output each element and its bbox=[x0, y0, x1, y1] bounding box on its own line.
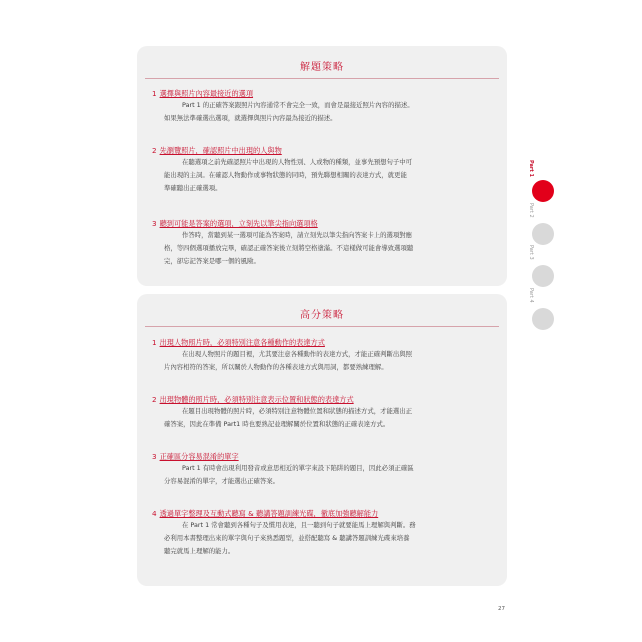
strategy-item-1 bbox=[152, 89, 492, 125]
strategy-body-line: 分容易混淆的單字，才能選出正確答案。 bbox=[164, 477, 280, 485]
page-number: 27 bbox=[498, 606, 505, 612]
strategy-heading-text: 聽到可能是答案的選項，立刻先以筆尖指向選項格 bbox=[159, 219, 318, 228]
strategy-body-line: 確答案，因此在準備 Part1 時也要熟記並理解關於位置和狀態的正確表達方式。 bbox=[164, 420, 390, 428]
strategy-number: 1 bbox=[152, 338, 157, 347]
strategy-heading bbox=[152, 338, 492, 348]
card-divider bbox=[145, 78, 499, 79]
strategy-heading-text: 選擇與照片內容最接近的選項 bbox=[159, 89, 254, 98]
strategy-body-line: 準確聽出正確選項。 bbox=[164, 184, 222, 192]
strategy-body-line: 在 Part 1 常會聽到各種句子及慣用表達，且一聽到句子就要能馬上理解與判斷。務 bbox=[182, 521, 416, 529]
strategy-heading-text: 出現物體的照片時，必須特別注意表示位置和狀態的表達方式 bbox=[159, 395, 354, 404]
strategy-body-line: 如果無法準確選出選項，就選擇與照片內容最為接近的描述。 bbox=[164, 114, 337, 122]
strategy-heading-text: 出現人物照片時，必須特別注意各種動作的表達方式 bbox=[159, 338, 325, 347]
card-divider bbox=[145, 326, 499, 327]
part-indicator-dot bbox=[532, 265, 554, 287]
strategy-heading bbox=[152, 395, 492, 405]
strategy-number: 3 bbox=[152, 219, 157, 228]
strategy-heading bbox=[152, 452, 492, 462]
strategy-body-line: 能出現的主詞。在確認人物動作或事物狀態的同時，預先聯想相關的表達方式，就更能 bbox=[164, 171, 407, 179]
strategy-body-line: 聽完就馬上理解的能力。 bbox=[164, 547, 235, 555]
part-indicator-dot bbox=[532, 180, 554, 202]
part-tab-label: Part 1 bbox=[528, 160, 534, 177]
card-title: 解題策略 bbox=[300, 62, 344, 73]
part-indicator-dot bbox=[532, 308, 554, 330]
high-score-item-2 bbox=[152, 395, 492, 431]
strategy-body-line: 格，等四個選項播放完畢，確認正確答案後立刻將空格塗滿。不這樣做可能會導致選項聽 bbox=[164, 244, 414, 252]
strategy-number: 2 bbox=[152, 395, 157, 404]
strategy-number: 4 bbox=[152, 509, 157, 518]
strategy-body-line: 片內容相符的答案，所以關於人物動作的各種表達方式與用詞，都要熟練理解。 bbox=[164, 363, 388, 371]
strategy-body-line: Part 1 的正確答案跟照片內容通常不會完全一致，而會是最接近照片內容的描述。 bbox=[182, 101, 414, 109]
strategy-heading-text: 透過單字整理及互動式聽寫 & 聽講答題訓練光碟，徹底加強聽解能力 bbox=[159, 509, 379, 518]
strategy-heading bbox=[152, 509, 492, 519]
strategy-body-line: Part 1 有時會出現利用發音或意思相近的單字來設下陷阱的題目，因此必須正確區 bbox=[182, 464, 414, 472]
part-tab-label: Part 4 bbox=[528, 288, 534, 303]
high-score-item-3 bbox=[152, 452, 492, 488]
strategy-heading bbox=[152, 89, 492, 99]
part-indicator-dot bbox=[532, 223, 554, 245]
strategy-item-3 bbox=[152, 219, 492, 268]
strategy-heading-text: 正確區分容易混淆的單字 bbox=[159, 452, 239, 461]
strategy-number: 2 bbox=[152, 146, 157, 155]
card-title: 高分策略 bbox=[300, 310, 344, 321]
strategy-heading-text: 先瀏覽照片，確認照片中出現的人與物 bbox=[159, 146, 282, 155]
strategy-item-2 bbox=[152, 146, 492, 195]
high-score-item-1 bbox=[152, 338, 492, 374]
strategy-heading bbox=[152, 146, 492, 156]
strategy-heading bbox=[152, 219, 492, 229]
strategy-body-line: 在聽選項之前先確認照片中出現的人物性別、人或物的種類，並事先預想句子中可 bbox=[182, 158, 413, 166]
strategy-body-line: 在出現人物照片的題目裡，尤其要注意各種動作的表達方式，才能正確判斷出與照 bbox=[182, 350, 413, 358]
strategy-number: 3 bbox=[152, 452, 157, 461]
part-tab-label: Part 3 bbox=[528, 245, 534, 260]
strategy-body-line: 完，卻忘記答案是哪一個的風險。 bbox=[164, 257, 260, 265]
strategy-body-line: 作答時，當聽到某一選項可能為答案時，請立刻先以筆尖指向答案卡上的選項對應 bbox=[182, 231, 413, 239]
high-score-item-4 bbox=[152, 509, 492, 558]
part-tab-label: Part 2 bbox=[528, 203, 534, 218]
strategy-number: 1 bbox=[152, 89, 157, 98]
strategy-body-line: 在題目出現物體的照片時，必須特別注意物體位置和狀態的描述方式，才能選出正 bbox=[182, 407, 413, 415]
strategy-body-line: 必利用本書整理出來的單字與句子來熟悉題型，並搭配聽寫 & 聽講答題訓練光碟來培養 bbox=[164, 534, 410, 542]
